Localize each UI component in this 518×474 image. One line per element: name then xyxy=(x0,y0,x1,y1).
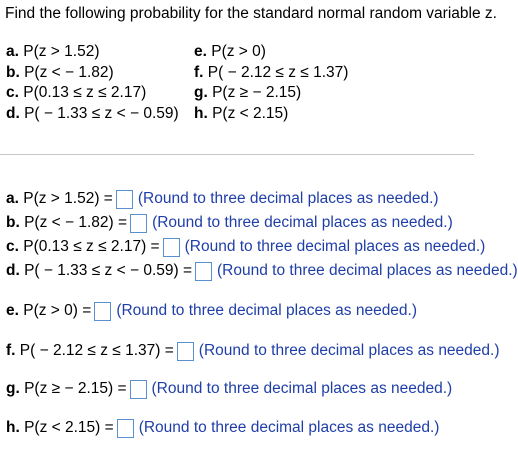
answer-expression: P( − 2.12 ≤ z ≤ 1.37) = xyxy=(19,342,174,359)
answer-input-g[interactable] xyxy=(130,380,147,399)
answer-row-e xyxy=(6,300,417,322)
answer-letter: e. xyxy=(6,302,19,319)
part-letter: b. xyxy=(6,63,20,81)
part-expression: P(z > 1.52) xyxy=(23,43,100,60)
part-expression: P(0.13 ≤ z ≤ 2.17) xyxy=(23,84,147,101)
part-expression: P(z > 0) xyxy=(211,43,266,60)
part-f xyxy=(194,63,394,84)
answer-expression: P(0.13 ≤ z ≤ 2.17) = xyxy=(23,238,160,255)
answer-input-h[interactable] xyxy=(117,419,134,438)
rounding-hint: (Round to three decimal places as needed.) xyxy=(198,342,500,359)
answer-row-b xyxy=(6,212,453,234)
part-expression: P(z ≥ − 2.15) xyxy=(212,84,302,101)
answer-expression: P(z < − 1.82) = xyxy=(24,214,128,231)
part-letter: f. xyxy=(194,63,204,81)
answer-letter: g. xyxy=(6,380,20,397)
answer-row-a xyxy=(6,188,439,210)
question-prompt: Find the following probability for the standard normal random variable z. xyxy=(5,5,497,22)
answer-letter: c. xyxy=(6,238,19,255)
part-expression: P(z < − 1.82) xyxy=(24,63,114,81)
answer-letter: b. xyxy=(6,214,20,231)
part-c xyxy=(6,83,194,104)
part-g xyxy=(194,83,394,104)
part-letter: d. xyxy=(6,104,20,122)
part-letter: h. xyxy=(194,104,208,122)
answer-input-d[interactable] xyxy=(195,262,212,281)
answer-input-c[interactable] xyxy=(163,238,180,257)
answer-input-b[interactable] xyxy=(130,214,147,233)
answer-expression: P(z < 2.15) = xyxy=(24,419,114,436)
answer-expression: P(z ≥ − 2.15) = xyxy=(24,380,127,397)
answer-expression: P(z > 1.52) = xyxy=(23,190,113,207)
part-letter: a. xyxy=(6,43,19,60)
part-letter: c. xyxy=(6,84,19,101)
answer-row-g xyxy=(6,378,452,400)
answer-letter: h. xyxy=(6,419,20,436)
answer-input-f[interactable] xyxy=(177,342,194,361)
answer-letter: a. xyxy=(6,190,19,207)
part-letter: e. xyxy=(194,43,207,60)
rounding-hint: (Round to three decimal places as needed.) xyxy=(184,238,486,255)
rounding-hint: (Round to three decimal places as needed.) xyxy=(152,214,453,231)
answer-expression: P(z > 0) = xyxy=(23,302,92,319)
answer-letter: d. xyxy=(6,262,20,279)
parts-list xyxy=(6,42,394,124)
answer-input-a[interactable] xyxy=(116,190,133,209)
answer-row-h xyxy=(6,417,439,439)
part-h xyxy=(194,104,394,125)
part-b xyxy=(6,63,194,84)
part-expression: P( − 1.33 ≤ z < − 0.59) xyxy=(24,104,179,122)
answer-row-d xyxy=(6,260,518,282)
part-a xyxy=(6,42,194,63)
part-letter: g. xyxy=(194,84,208,101)
rounding-hint: (Round to three decimal places as needed.) xyxy=(151,380,453,397)
part-expression: P(z < 2.15) xyxy=(212,104,289,122)
rounding-hint: (Round to three decimal places as needed.) xyxy=(116,302,418,319)
part-expression: P( − 2.12 ≤ z ≤ 1.37) xyxy=(207,63,349,81)
answer-row-c xyxy=(6,236,485,258)
rounding-hint: (Round to three decimal places as needed.) xyxy=(217,262,518,279)
answer-letter: f. xyxy=(6,342,16,359)
answer-expression: P( − 1.33 ≤ z < − 0.59) = xyxy=(24,262,193,279)
part-d xyxy=(6,104,194,125)
rounding-hint: (Round to three decimal places as needed.) xyxy=(137,190,439,207)
section-divider xyxy=(0,154,474,155)
answer-input-e[interactable] xyxy=(94,302,111,321)
rounding-hint: (Round to three decimal places as needed.) xyxy=(138,419,440,436)
part-e xyxy=(194,42,394,63)
answer-row-f xyxy=(6,340,500,362)
